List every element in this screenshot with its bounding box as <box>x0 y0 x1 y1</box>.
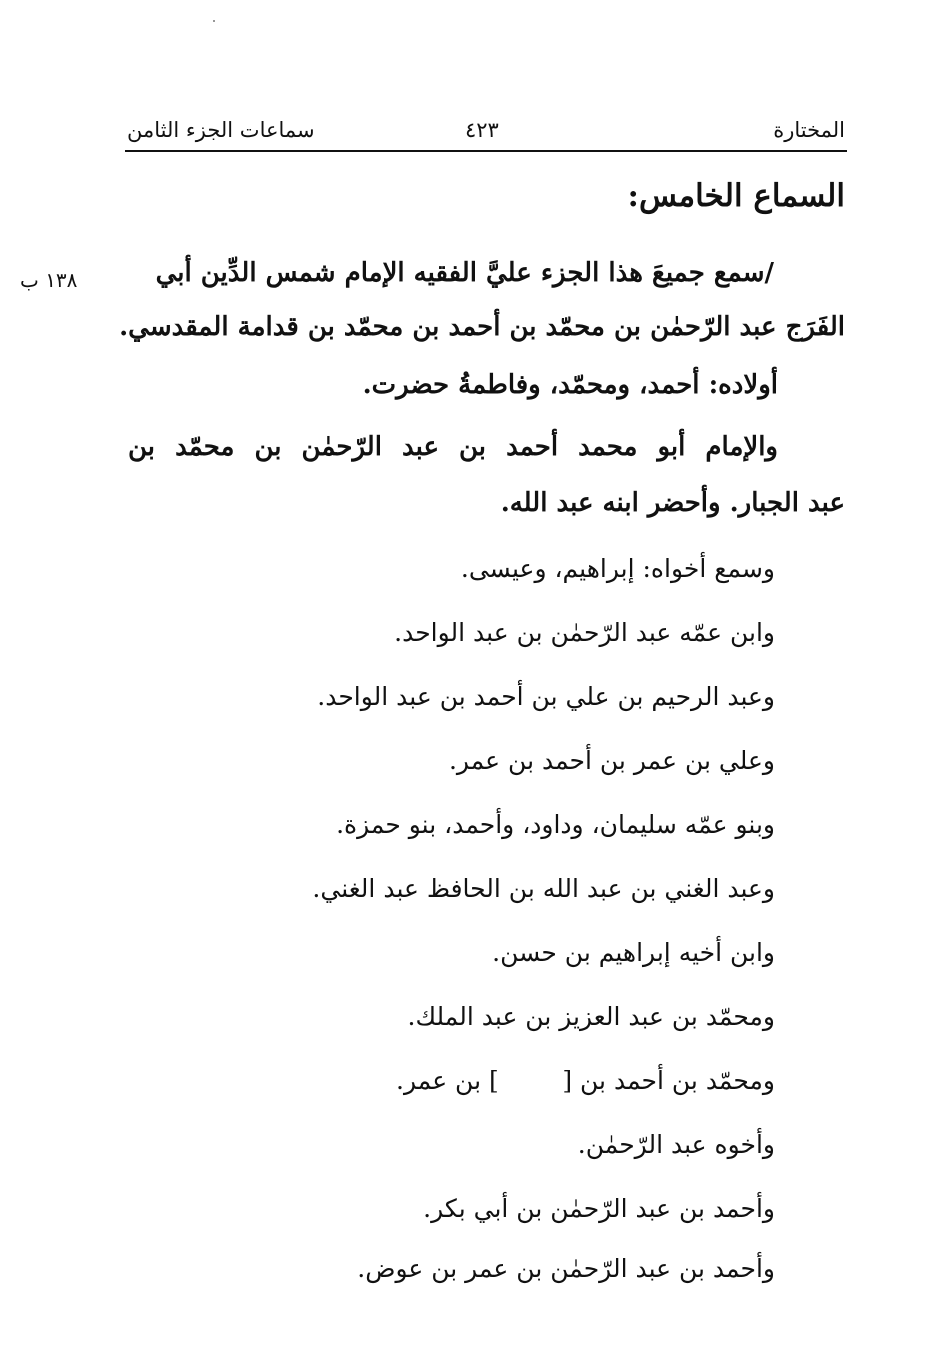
header-section-title: سماعات الجزء الثامن <box>127 118 315 142</box>
children-line: أولاده: أحمد، ومحمّد، وفاطمةُ حضرت. <box>362 370 778 400</box>
list-item: وابن عمّه عبد الرّحمٰن بن عبد الواحد. <box>394 618 775 647</box>
list-item: وأحمد بن عبد الرّحمٰن بن عمر بن عوض. <box>357 1254 775 1283</box>
running-header <box>125 112 847 152</box>
list-item: وأحمد بن عبد الرّحمٰن بن أبي بكر. <box>423 1194 775 1223</box>
stray-mark <box>213 20 215 22</box>
list-item: وأخوه عبد الرّحمٰن. <box>577 1130 775 1159</box>
paragraph1-line1: /سمع جميعَ هذا الجزء عليَّ الفقيه الإمام شمس الدِّين أبي <box>155 258 774 288</box>
paragraph1-line2: الفَرَج عبد الرّحمٰن بن محمّد بن أحمد بن محمّد بن قدامة المقدسي. <box>119 312 845 342</box>
list-item: وعبد الغني بن عبد الله بن الحافظ عبد الغني. <box>312 874 775 903</box>
header-book-title: المختارة <box>773 118 845 142</box>
paragraph2-line1: والإمام أبو محمد أحمد بن عبد الرّحمٰن بن محمّد بن <box>128 432 778 462</box>
section-heading: السماع الخامس: <box>627 178 845 214</box>
list-item: وسمع أخواه: إبراهيم، وعيسى. <box>460 554 775 583</box>
folio-margin-note: ١٣٨ ب <box>20 268 78 292</box>
list-item: وعلي بن عمر بن أحمد بن عمر. <box>448 746 775 775</box>
list-item: ومحمّد بن أحمد بن [ ] بن عمر. <box>396 1066 775 1095</box>
header-page-number: ٤٢٣ <box>465 118 499 142</box>
list-item: وعبد الرحيم بن علي بن أحمد بن عبد الواحد. <box>317 682 775 711</box>
list-item: ومحمّد بن عبد العزيز بن عبد الملك. <box>407 1002 775 1031</box>
list-item: وابن أخيه إبراهيم بن حسن. <box>492 938 775 967</box>
list-item: وبنو عمّه سليمان، وداود، وأحمد، بنو حمزة. <box>336 810 775 839</box>
paragraph2-line2: عبد الجبار. وأحضر ابنه عبد الله. <box>500 488 845 518</box>
